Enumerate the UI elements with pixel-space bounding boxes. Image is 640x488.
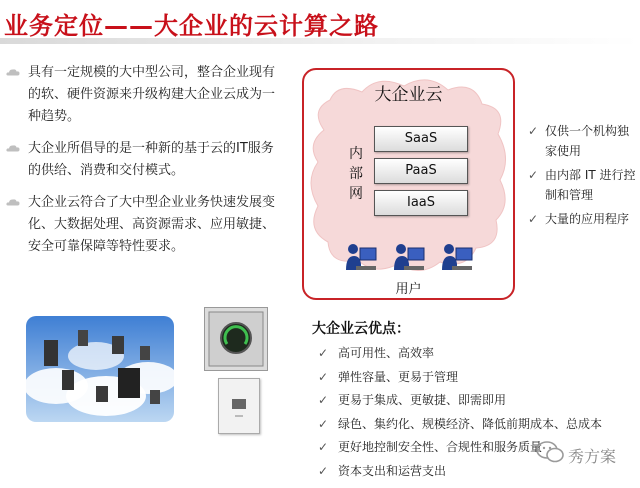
side-point: ✓ 由内部 IT 进行控制和管理 [528,165,640,205]
intranet-label: 内部网 [349,146,363,202]
bullet-text: 大企业云符合了大中型企业业务快速发展变化、大数据处理、高资源需求、应用敏捷、安全可靠保障等特性要求。 [28,195,276,254]
check-icon: ✓ [528,168,539,182]
cloud-servers-image [26,316,174,422]
check-icon: ✓ [318,416,329,431]
enterprise-cloud-diagram [302,68,515,300]
iaas-box: IaaS [374,190,468,216]
advantage-item: ✓ 绿色、集约化、规模经济、降低前期成本、总成本 [318,413,628,437]
advantage-item: ✓ 高可用性、高效率 [318,342,628,366]
side-point: ✓ 仅供一个机构独家使用 [528,121,640,161]
check-icon: ✓ [318,346,329,360]
watermark [522,434,638,474]
users-label: 用户 [395,282,422,297]
bullet-text: 大企业所倡导的是一种新的基于云的IT服务的供给、消费和交付模式。 [28,141,274,178]
user-computer-icon [440,242,474,274]
user-computer-icon [344,242,378,274]
check-icon: ✓ [528,124,539,138]
advantage-item: ✓ 更易于集成、更敏捷、即需即用 [318,389,628,413]
paas-box: PaaS [374,158,468,184]
saas-box: SaaS [374,126,468,152]
check-icon: ✓ [318,393,329,407]
slide-title-bar [0,0,640,48]
advantage-item: ✓ 资本支出和运营支出 [318,460,628,484]
bullet-list [6,62,286,268]
bullet-item [6,138,286,182]
side-points [528,121,640,233]
check-icon: ✓ [528,212,539,226]
check-icon: ✓ [318,463,329,478]
side-point: ✓ 大量的应用程序 [528,209,640,229]
advantage-item: ✓ 弹性容量、更易于管理 [318,366,628,390]
advantage-item: ✓ 更好地控制安全性、合规性和服务质量 [318,436,628,460]
watermark-text: 秀方案 [568,447,617,466]
cloud-bullet-icon [6,68,20,76]
check-icon: ✓ [318,440,329,454]
user-computer-icon [392,242,426,274]
bullet-text: 具有一定规模的大中型公司，整合企业现有的软、硬件资源来升级构建大企业云成为一种趋势。 [28,65,276,124]
wall-plate-image [218,378,260,434]
diagram-title: 大企业云 [374,85,443,105]
wechat-icon [536,440,564,464]
check-icon: ✓ [318,369,329,384]
usage-meter-image [204,307,268,371]
advantages-title: 大企业云优点： [312,321,410,337]
cloud-bullet-icon [6,198,20,206]
cloud-bullet-icon [6,144,20,152]
slide-title: 业务定位——大企业的云计算之路 [4,12,379,40]
bullet-item [6,62,286,128]
bullet-item [6,192,286,258]
